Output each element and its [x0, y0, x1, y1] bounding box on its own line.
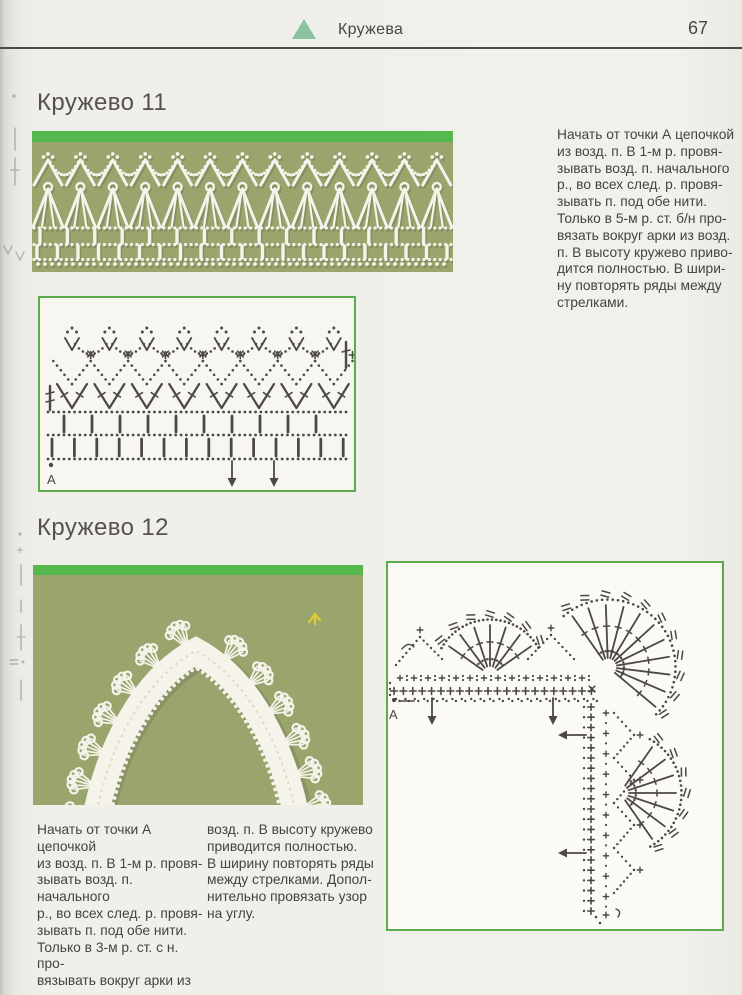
lace-12-title: Кружево 12 — [37, 514, 169, 541]
lace-11-chart-diagram — [40, 298, 354, 490]
lace-12-photo-illustration — [33, 565, 363, 805]
header-section-title: Кружева — [338, 21, 404, 38]
lace-12-instructions-left: Начать от точки А цепочкой из возд. п. В 1-м р. провя- зывать возд. п. начального р., во всех след. р. провя- зывать п. под обе нити. Только в 3-м р. ст. с н. про- вязывать вокруг арки из — [37, 822, 203, 989]
lace-11-title: Кружево 11 — [37, 89, 168, 116]
lace-11-chart — [38, 296, 356, 492]
header-rule — [0, 47, 742, 49]
lace-11-photo — [32, 131, 453, 272]
page-number: 67 — [688, 18, 709, 38]
svg-text:А: А — [47, 472, 56, 487]
lace-12-collar-photo — [33, 565, 363, 805]
section-marker-triangle-icon — [292, 19, 316, 39]
lace-11-instructions: Начать от точки А цепочкой из возд. п. В 1-м р. провя- зывать возд. п. начального р., во всех след. р. провя- зывать п. под обе нити. Только в 5-м р. ст. б/н про- вязать вокруг арки из возд. п. В высоту кружево приво- дится полностью. В шири- ну повторять ряды между стрелками. — [557, 127, 735, 310]
svg-text:А: А — [389, 707, 398, 722]
scan-margin-artifact — [0, 0, 30, 995]
lace-12-chart — [386, 561, 724, 931]
lace-11-photo-illustration — [32, 131, 453, 272]
lace-12-chart-diagram — [388, 563, 722, 929]
lace-12-instructions-right: возд. п. В высоту кружево приводится полностью. В ширину повторять ряды между стрелками. Допол- нительно провязать узор на углу. — [207, 822, 374, 921]
